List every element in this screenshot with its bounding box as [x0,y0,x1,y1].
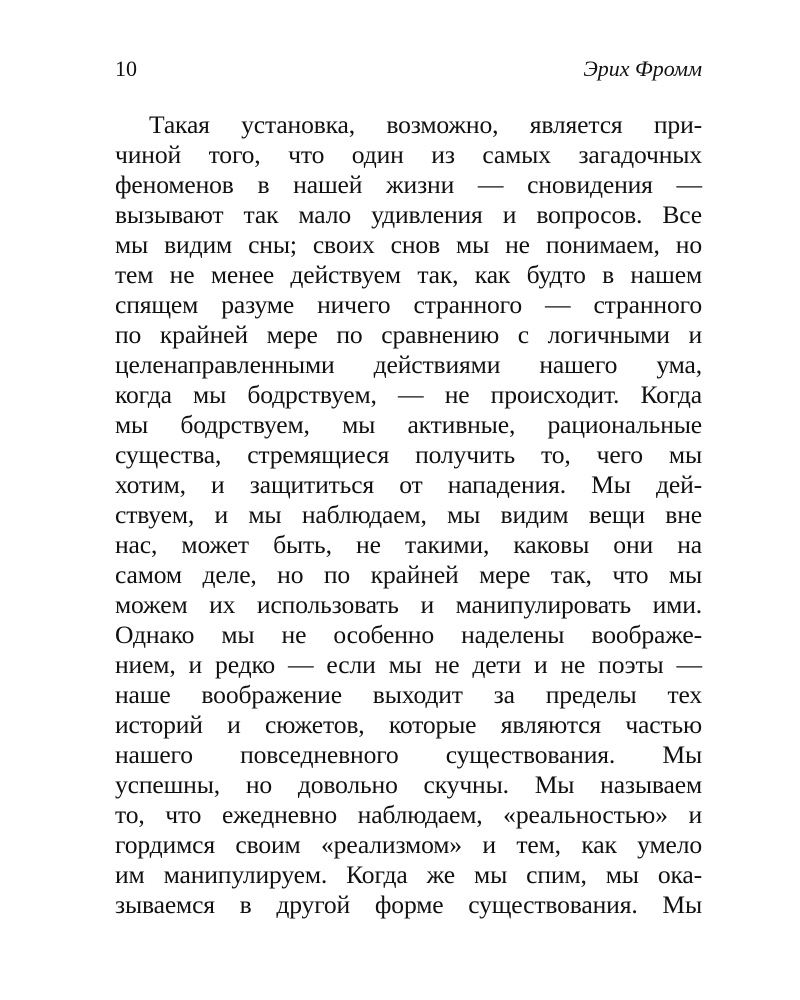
text-line: по крайней мере по сравнению с логичными и [115,320,702,349]
text-line: существа, стремящиеся получить то, чего мы [115,440,702,469]
text-line: нас, может быть, не такими, каковы они на [115,530,702,559]
text-line: им манипулируем. Когда же мы спим, мы ока- [115,860,702,889]
text-line: когда мы бодрствуем, — не происходит. Когда [115,380,702,409]
text-line: ствуем, и мы наблюдаем, мы видим вещи вне [115,500,702,529]
body-text [115,110,702,920]
text-line: можем их использовать и манипулировать ими. [115,590,702,619]
text-line: чиной того, что один из самых загадочных [115,140,702,169]
text-line: целенаправленными действиями нашего ума, [115,350,702,379]
text-line: спящем разуме ничего странного — странного [115,290,702,319]
text-line: историй и сюжетов, которые являются частью [115,710,702,739]
text-line: Такая установка, возможно, является при- [149,110,702,139]
text-line: то, что ежедневно наблюдаем, «реальностью» и [115,800,702,829]
text-line: мы видим сны; своих снов мы не понимаем, но [115,230,702,259]
text-line: вызывают так мало удивления и вопросов. Все [115,200,702,229]
text-line: хотим, и защититься от нападения. Мы дей- [115,470,702,499]
text-line: успешны, но довольно скучны. Мы называем [115,770,702,799]
text-line: наше воображение выходит за пределы тех [115,680,702,709]
running-head [115,54,702,84]
page-number: 10 [115,56,137,81]
text-line: нием, и редко — если мы не дети и не поэты — [115,650,702,679]
running-title-author: Эрих Фромм [583,56,702,81]
text-line: самом деле, но по крайней мере так, что мы [115,560,702,589]
text-line: гордимся своим «реализмом» и тем, как умело [115,830,702,859]
text-line: нашего повседневного существования. Мы [115,740,702,769]
text-line: феноменов в нашей жизни — сновидения — [115,170,702,199]
text-line: Однако мы не особенно наделены воображе- [115,620,702,649]
text-line: мы бодрствуем, мы активные, рациональные [115,410,702,439]
text-line: зываемся в другой форме существования. Мы [115,890,702,919]
text-line: тем не менее действуем так, как будто в нашем [115,260,702,289]
